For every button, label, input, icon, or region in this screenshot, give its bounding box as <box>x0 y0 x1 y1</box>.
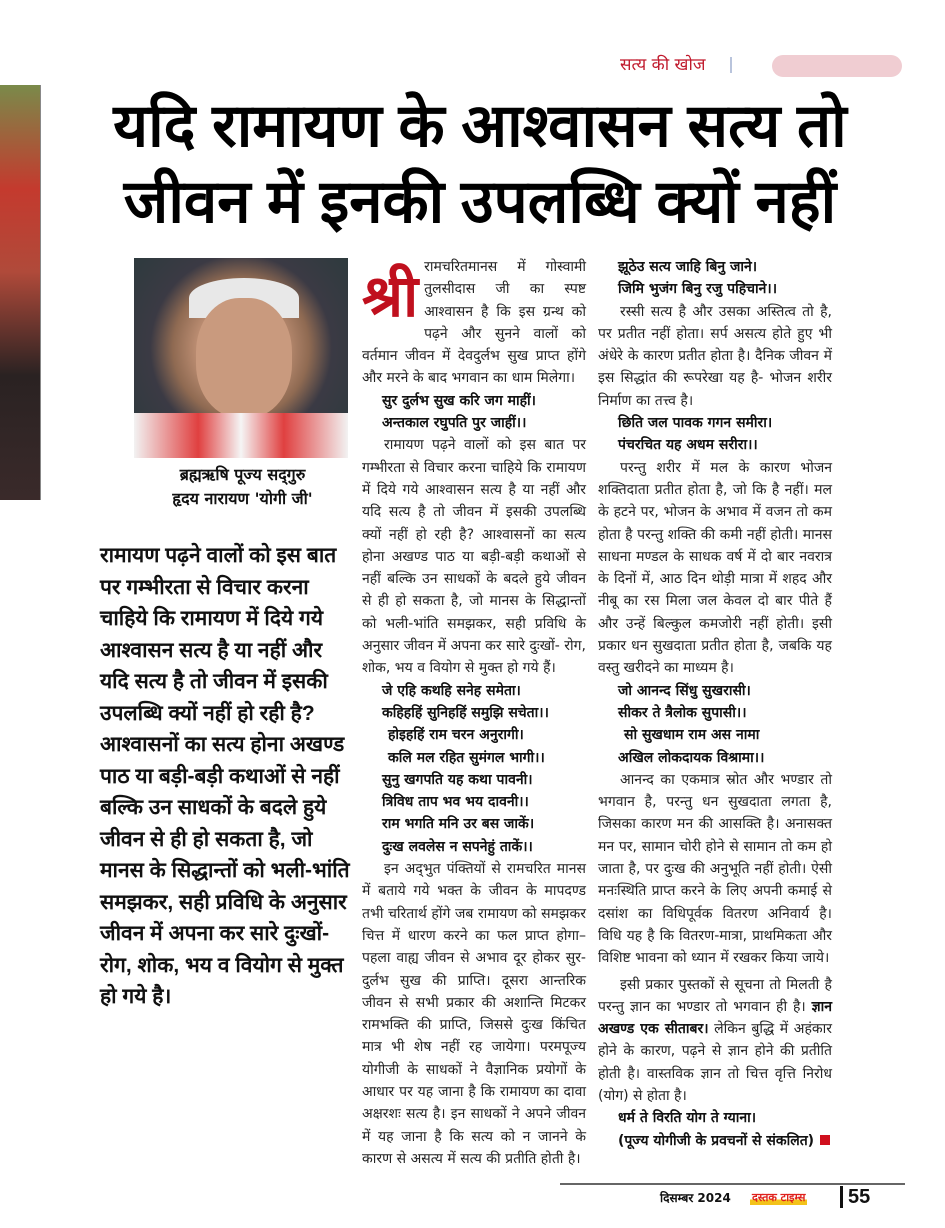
verse: त्रिविध ताप भव भय दावनी।। <box>382 794 529 811</box>
page-number: 55 <box>848 1186 871 1208</box>
verse: सीकर ते त्रैलोक सुपासी।। <box>618 704 747 721</box>
paragraph: परन्तु शरीर में मल के कारण भोजन शक्तिदाता प्रतीत होता है, जो कि है नहीं। मल के हटने पर, भोजन के अभाव में वजन तो कम होता है परन्तु शक्ति की कमी नहीं होती। मानस साधना मण्डल के साधक वर्ष में दो बार नवरात्र के दिनों में, आठ दिन थोड़ी मात्रा में शहद और नीबू का रस मिला जल केवल दो बार पीते हैं और उन्हें बिल्कुल कमजोरी नहीं होती। इसी प्रकार धन सुखदाता प्रतीत होता है, जबकि यह वस्तु खरीदने का माध्यम है। <box>598 459 832 677</box>
paragraph: रामचरितमानस में गोस्वामी तुलसीदास जी का स्पष्ट आश्वासन है कि इस ग्रन्थ को पढ़ने और सुनने वालों को वर्तमान जीवन में देवदुर्लभ सुख प्राप्त होंगे और मरने के बाद भगवान का धाम मिलेगा। <box>362 259 586 387</box>
verse: सुर दुर्लभ सुख करि जग माहीं। <box>382 392 536 409</box>
verse: झूठेउ सत्य जाहि बिनु जाने। <box>618 259 758 275</box>
verse: दुःख लवलेस न सपनेहुं ताकें।। <box>382 838 533 855</box>
paragraph: आनन्द का एकमात्र स्रोत और भण्डार तो भगवान है, परन्तु धन सुखदाता लगता है, जिसका कारण मन की आसक्ति है। अनासक्त मन पर, सामान चोरी होने से सामान तो कम हो जाता है, पर दुःख की अनुभूति नहीं होती। ऐसी मनःस्थिति प्राप्त करने के लिए अपनी कमाई से दसांश का विधिपूर्वक वितरण अनिवार्य है। विधि यह है कि वितरण-मात्रा, प्राथमिकता और विशिष्ट भावना को ध्यान में रखकर किया जाये। <box>598 771 832 967</box>
end-mark-icon <box>820 1135 830 1145</box>
verse: पंचरचित यह अधम सरीरा।। <box>618 437 758 454</box>
title-line-2: जीवन में इनकी उपलब्धि क्यों नहीं <box>123 168 837 235</box>
portrait-photo <box>134 258 348 458</box>
issue-date: दिसम्बर 2024 <box>660 1191 731 1205</box>
pull-quote: रामायण पढ़ने वालों को इस बात पर गम्भीरता से विचार करना चाहिये कि रामायण में दिये गये आश्वासन सत्य है या नहीं और यदि सत्य है तो जीवन में इसकी उपलब्धि क्यों नहीं हो रही है? आश्वासनों का सत्य होना अखण्ड पाठ या बड़ी-बड़ी कथाओं से नहीं बल्कि उन साधकों के बदले हुये जीवन से ही हो सकता है, जो मानस के सिद्धान्तों को भली-भांति समझकर, सही प्रविधि के अनुसार जीवन में अपना कर सारे दुःखों- रोग, शोक, भय व वियोग से मुक्त हो गये है। <box>100 544 350 1008</box>
article-column-3 <box>598 256 832 1152</box>
verse: कलि मल रहित सुमंगल भागी।। <box>388 749 545 766</box>
credit-text: (पूज्य योगीजी के प्रवचनों से संकलित) <box>618 1132 815 1149</box>
text: इसी प्रकार पुस्तकों से सूचना तो मिलती है परन्तु ज्ञान का भण्डार तो भगवान ही है। <box>598 976 832 1015</box>
text: लेकिन बुद्धि में अहंकार होने के कारण, पढ़ने से ज्ञान होने की प्रतीति होती है। वास्तविक ज्ञान तो चित्त वृत्ति निरोध (योग) से होता है। <box>598 1021 832 1104</box>
verse: छिति जल पावक गगन समीरा। <box>618 415 773 432</box>
magazine-logo: दस्तक टाइम्स <box>752 1191 806 1204</box>
verse: जे एहि कथहि सनेह समेता। <box>382 682 521 699</box>
credit-line <box>598 1130 832 1152</box>
paragraph: रस्सी सत्य है और उसका अस्तित्व तो है, पर प्रतीत नहीं होता। सर्प असत्य होते हुए भी अंधेरे के कारण प्रतीत होता है। दैनिक जीवन में इस सिद्धांत की रूपरेखा यह है- भोजन शरीर निर्माण का तत्त्व है। <box>598 303 832 409</box>
verse: सो सुखधाम राम अस नामा <box>624 727 760 744</box>
divider <box>840 1186 843 1208</box>
paragraph <box>598 974 832 1108</box>
cropped-photo <box>0 85 41 500</box>
verse: होइहहिं राम चरन अनुरागी। <box>388 727 524 744</box>
verse: कहिहहिं सुनिहहिं समुझि सचेता।। <box>382 704 549 721</box>
article-title <box>100 88 860 248</box>
paragraph: रामायण पढ़ने वालों को इस बात पर गम्भीरता से विचार करना चाहिये कि रामायण में दिये गये आश्वासन सत्य है या नहीं और यदि सत्य है तो जीवन में इसकी उपलब्धि क्यों नहीं हो रही है? आश्वासनों का सत्य होना अखण्ड पाठ या बड़ी-बड़ी कथाओं से नहीं बल्कि उन साधकों के बदले हुये जीवन से ही हो सकता है, जो मानस के सिद्धान्तों को भली-भांति समझकर, सही प्रविधि के अनुसार जीवन में अपना कर सारे दुःखों- रोग, शोक, भय व वियोग से मुक्त हो गये हैं। <box>362 437 586 677</box>
verse: सुनु खगपति यह कथा पावनी। <box>382 771 533 788</box>
verse: अन्तकाल रघुपति पुर जाहीं।। <box>382 415 527 432</box>
verse: राम भगति मनि उर बस जाकें। <box>382 816 535 833</box>
article-column-2 <box>362 256 586 1170</box>
title-line-1: यदि रामायण के आश्वासन सत्य तो <box>113 92 847 159</box>
drop-cap: श्री <box>362 262 419 330</box>
section-pill <box>772 55 902 77</box>
section-tag: सत्य की खोज <box>620 55 706 75</box>
page-footer <box>0 1183 945 1223</box>
caption-line: ब्रह्मऋषि पूज्य सद्‌गुरु <box>179 465 306 484</box>
verse: अखिल लोकदायक विश्रामा।। <box>618 749 765 766</box>
paragraph: इन अद्‌भुत पंक्तियों से रामचरित मानस में बताये गये भक्त के जीवन के मापदण्ड तभी चरितार्थ होंगे जब रामायण को समझकर चित्त में धारण करने का फल प्राप्त होगा– पहला वाह्य जीवन से अभाव दूर होकर सुर-दुर्लभ सुख की प्राप्ति। दूसरा आन्तरिक जीवन से सभी प्रकार की अशान्ति मिटकर रामभक्ति की प्राप्ति, जिससे दुःख किंचित मात्र भी शेष नहीं रह जायेगा। परमपूज्य योगीजी के साधकों ने वैज्ञानिक प्रयोगों के आधार पर यह जाना है कि रामायण का दावा अक्षरशः सत्य है। इन साधकों ने अपने जीवन में यह जाना है कि सत्य को न जानने के कारण से असत्य में सत्य की प्रतीति होती है। <box>362 861 586 1167</box>
verse: जो आनन्द सिंधु सुखरासी। <box>618 682 751 699</box>
photo-caption <box>120 463 365 511</box>
verse: जिमि भुजंग बिनु रजु पहिचाने।। <box>618 281 778 298</box>
caption-line: हृदय नारायण 'योगी जी' <box>172 489 313 508</box>
bold-quote: ज्ञान अखण्ड एक सीताबर। <box>598 998 833 1038</box>
divider <box>730 57 732 73</box>
verse: धर्म ते विरति योग ते ग्याना। <box>618 1110 757 1127</box>
